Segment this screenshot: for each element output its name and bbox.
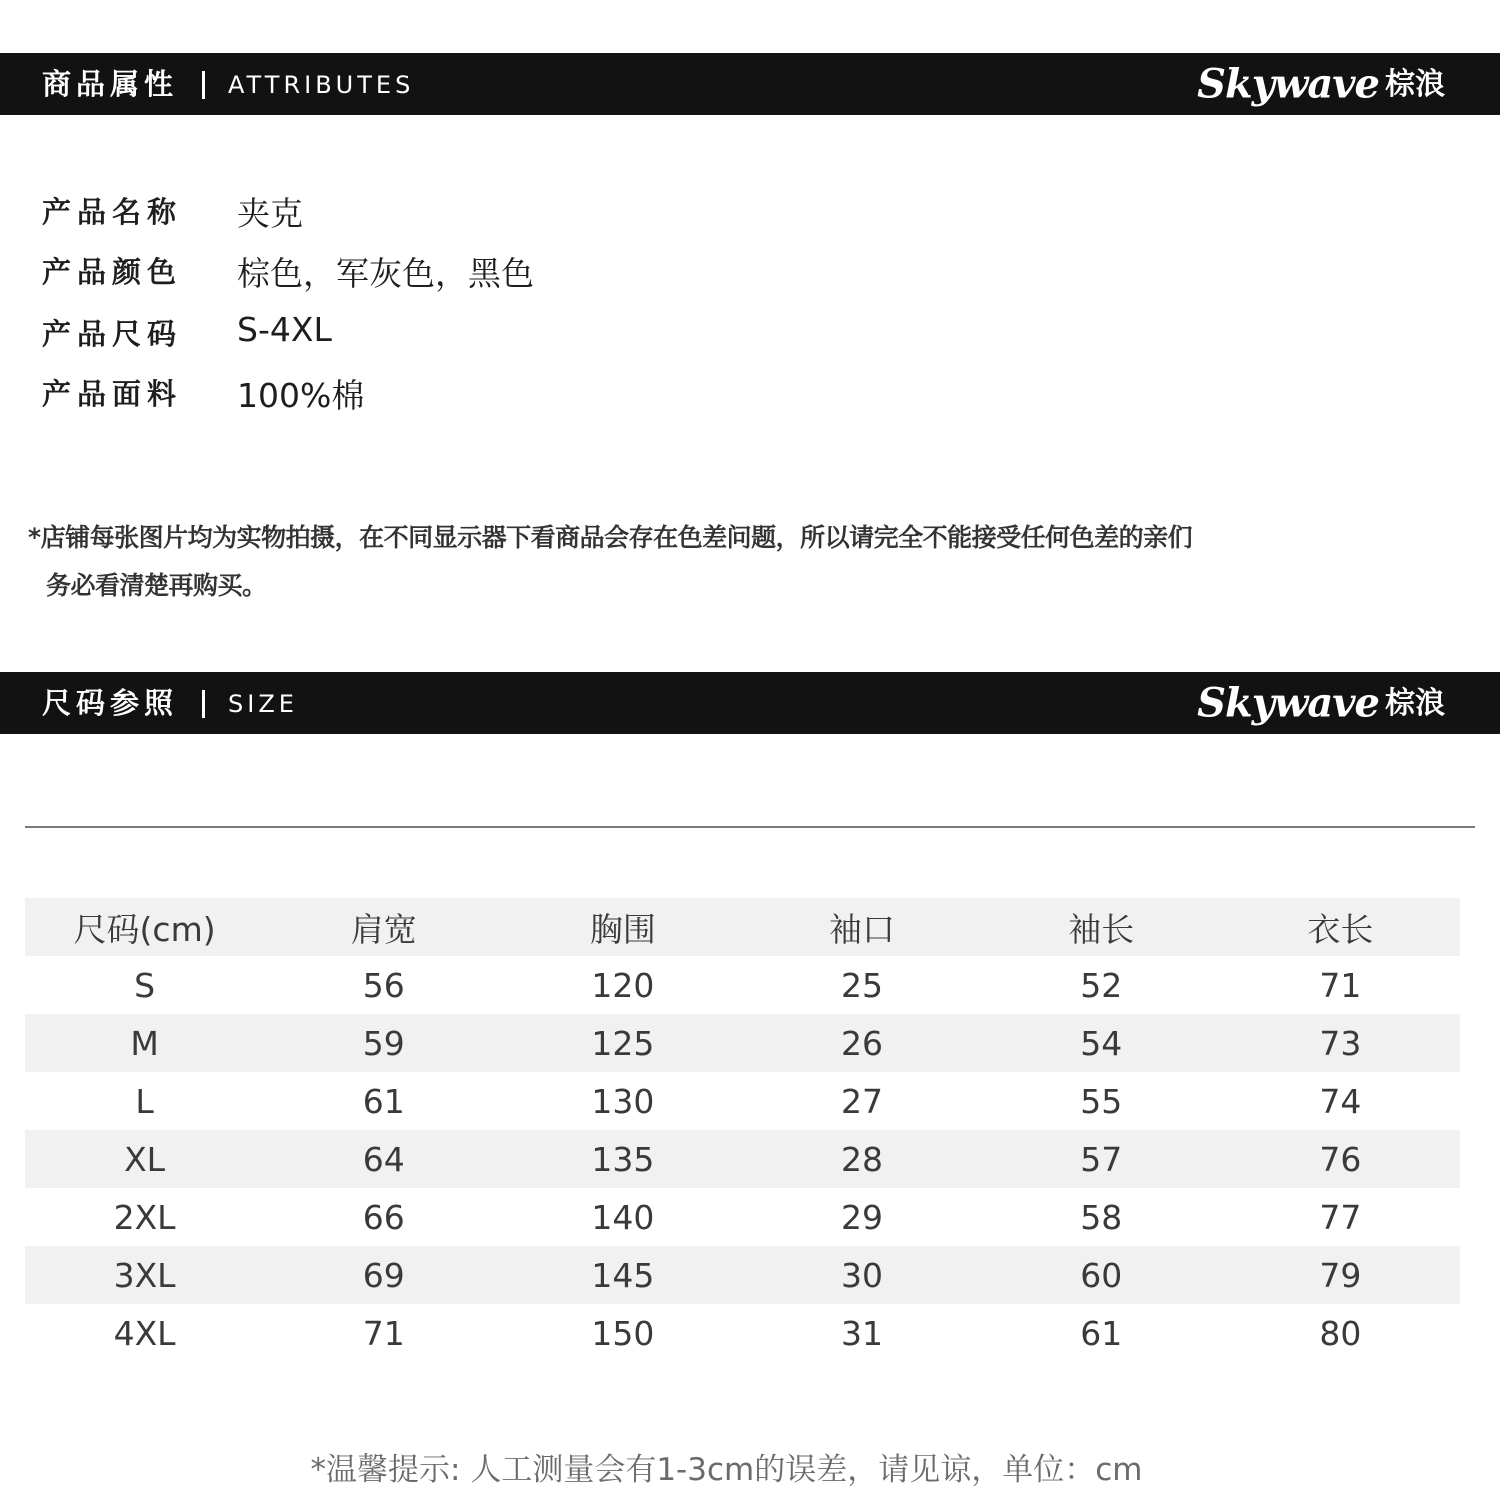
table-cell: 74 [1319,1081,1362,1121]
table-cell: 77 [1319,1197,1362,1237]
column-header-chest: 胸围 [503,898,742,956]
table-cell: 3XL [25,1246,264,1304]
brand-name-en: Skywave [1197,679,1379,727]
table-cell: 29 [841,1197,884,1237]
table-cell: M [25,1014,264,1072]
table-cell: 69 [264,1246,503,1304]
attribute-value: 棕色，军灰色，黑色 [237,254,534,293]
table-row [25,1188,1460,1246]
table-cell: 52 [1080,965,1123,1005]
table-cell: 2XL [113,1197,176,1237]
brand-name-cn: 棕浪 [1385,66,1445,102]
table-cell: 60 [982,1246,1221,1304]
table-row [25,1304,1460,1362]
table-cell: 64 [264,1130,503,1188]
size-header-band [0,672,1500,734]
table-cell: 26 [742,1014,981,1072]
table-cell: 120 [591,965,655,1005]
table-cell: 27 [841,1081,884,1121]
color-notice-line2: 务必看清楚再购买。 [46,571,267,600]
table-cell: 55 [1080,1081,1123,1121]
column-header-size: 尺码(cm) [25,898,264,956]
table-cell: S [134,965,156,1005]
column-header-shoulder: 肩宽 [264,898,503,956]
header-divider [202,690,205,718]
table-cell: 71 [362,1313,405,1353]
table-cell: 4XL [113,1313,176,1353]
size-title-en: SIZE [228,690,298,718]
table-row [25,1246,1460,1304]
size-chart-table [25,898,1460,1362]
table-cell: 80 [1319,1313,1362,1353]
header-divider [202,71,205,99]
table-cell: 140 [591,1197,655,1237]
table-cell: 145 [503,1246,742,1304]
table-cell: 66 [362,1197,405,1237]
brand-name-en: Skywave [1197,60,1379,108]
table-cell: 58 [1080,1197,1123,1237]
table-cell: 71 [1319,965,1362,1005]
measurement-tip: *温馨提示: 人工测量会有1-3cm的误差，请见谅，单位：cm [310,1452,1143,1488]
table-cell: 61 [1080,1313,1123,1353]
table-cell: 79 [1221,1246,1460,1304]
attribute-label: 产品名称 [42,195,183,229]
brand-logo [1197,53,1445,115]
table-cell: 150 [591,1313,655,1353]
table-cell: 59 [264,1014,503,1072]
attribute-label: 产品面料 [42,377,183,411]
brand-name-cn: 棕浪 [1385,685,1445,721]
table-cell: 30 [742,1246,981,1304]
table-cell: 125 [503,1014,742,1072]
column-header-body-length: 衣长 [1221,898,1460,956]
attributes-header-band [0,53,1500,115]
attributes-title-en: ATTRIBUTES [228,71,415,99]
table-cell: 56 [362,965,405,1005]
table-cell: 57 [982,1130,1221,1188]
column-header-sleeve-length: 袖长 [982,898,1221,956]
color-notice [28,514,1388,610]
table-cell: 25 [841,965,884,1005]
attribute-label: 产品尺码 [42,317,183,351]
attribute-value: 夹克 [237,194,303,233]
table-cell: L [135,1081,154,1121]
table-row [25,1130,1460,1188]
divider-line [25,826,1475,828]
table-cell: 54 [982,1014,1221,1072]
table-cell: 130 [591,1081,655,1121]
table-cell: 61 [362,1081,405,1121]
table-cell: 73 [1221,1014,1460,1072]
table-cell: 76 [1221,1130,1460,1188]
attributes-title-cn: 商品属性 [42,67,179,101]
brand-logo [1197,672,1445,734]
table-cell: 135 [503,1130,742,1188]
attribute-label: 产品颜色 [42,255,183,289]
table-row [25,1072,1460,1130]
table-cell: XL [25,1130,264,1188]
table-row [25,1014,1460,1072]
table-header-row [25,898,1460,956]
size-title-cn: 尺码参照 [42,686,179,720]
table-cell: 28 [742,1130,981,1188]
table-row [25,956,1460,1014]
table-cell: 31 [841,1313,884,1353]
color-notice-line1: *店铺每张图片均为实物拍摄，在不同显示器下看商品会存在色差问题，所以请完全不能接受任何色差的亲们 [28,523,1193,552]
column-header-cuff: 袖口 [742,898,981,956]
attribute-value: 100%棉 [237,376,365,415]
attribute-value: S-4XL [237,310,332,349]
